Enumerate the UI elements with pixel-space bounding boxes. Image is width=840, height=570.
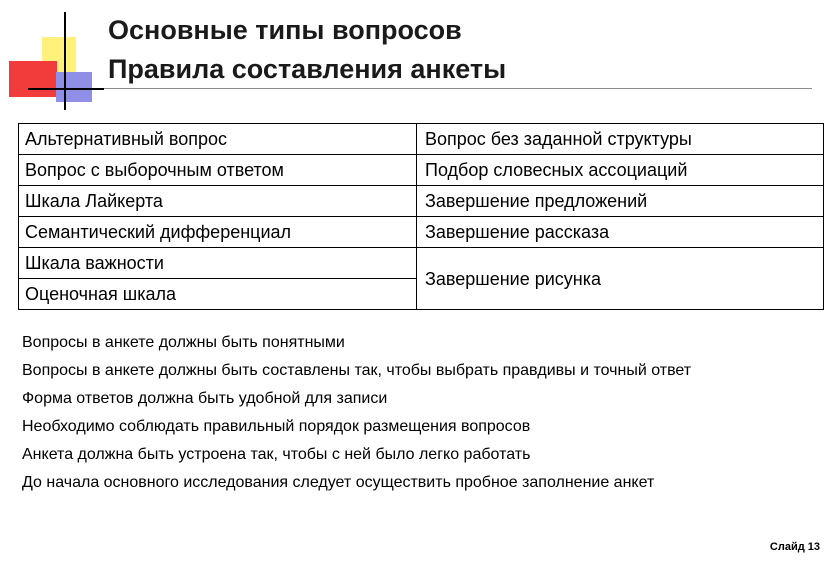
table-row <box>19 155 824 186</box>
table-cell: Завершение рассказа <box>417 217 824 248</box>
table-cell: Альтернативный вопрос <box>19 124 417 155</box>
title-line-2: Правила составления анкеты <box>108 54 507 84</box>
decor-red-square <box>9 61 57 97</box>
table-cell: Вопрос с выборочным ответом <box>19 155 417 186</box>
decor-vertical-line <box>64 12 66 110</box>
table-row <box>19 217 824 248</box>
table-cell: Шкала важности <box>19 248 417 279</box>
table-row <box>19 186 824 217</box>
question-types-table <box>18 123 824 310</box>
rules-list <box>22 329 691 497</box>
list-item: Вопросы в анкете должны быть понятными <box>22 334 345 351</box>
slide-number: Слайд 13 <box>769 541 820 553</box>
table-row <box>19 124 824 155</box>
title-line-1: Основные типы вопросов <box>108 15 462 45</box>
decor-blue-square <box>56 72 92 102</box>
table-cell: Завершение предложений <box>417 186 824 217</box>
table-cell: Шкала Лайкерта <box>19 186 417 217</box>
table-cell: Подбор словесных ассоциаций <box>417 155 824 186</box>
list-item: Необходимо соблюдать правильный порядок размещения вопросов <box>22 418 531 435</box>
table-cell-merged: Завершение рисунка <box>417 248 824 310</box>
list-item: До начала основного исследования следует осуществить пробное заполнение анкет <box>22 474 655 491</box>
list-item: Форма ответов должна быть удобной для записи <box>22 390 388 407</box>
table-cell: Семантический дифференциал <box>19 217 417 248</box>
table-cell: Оценочная шкала <box>19 279 417 310</box>
table-cell: Вопрос без заданной структуры <box>417 124 824 155</box>
decor-horizontal-line <box>28 88 104 90</box>
list-item: Анкета должна быть устроена так, чтобы с ней было легко работать <box>22 446 531 463</box>
table-row <box>19 248 824 279</box>
list-item: Вопросы в анкете должны быть составлены так, чтобы выбрать правдивы и точный ответ <box>22 362 692 379</box>
slide-title <box>108 11 506 89</box>
